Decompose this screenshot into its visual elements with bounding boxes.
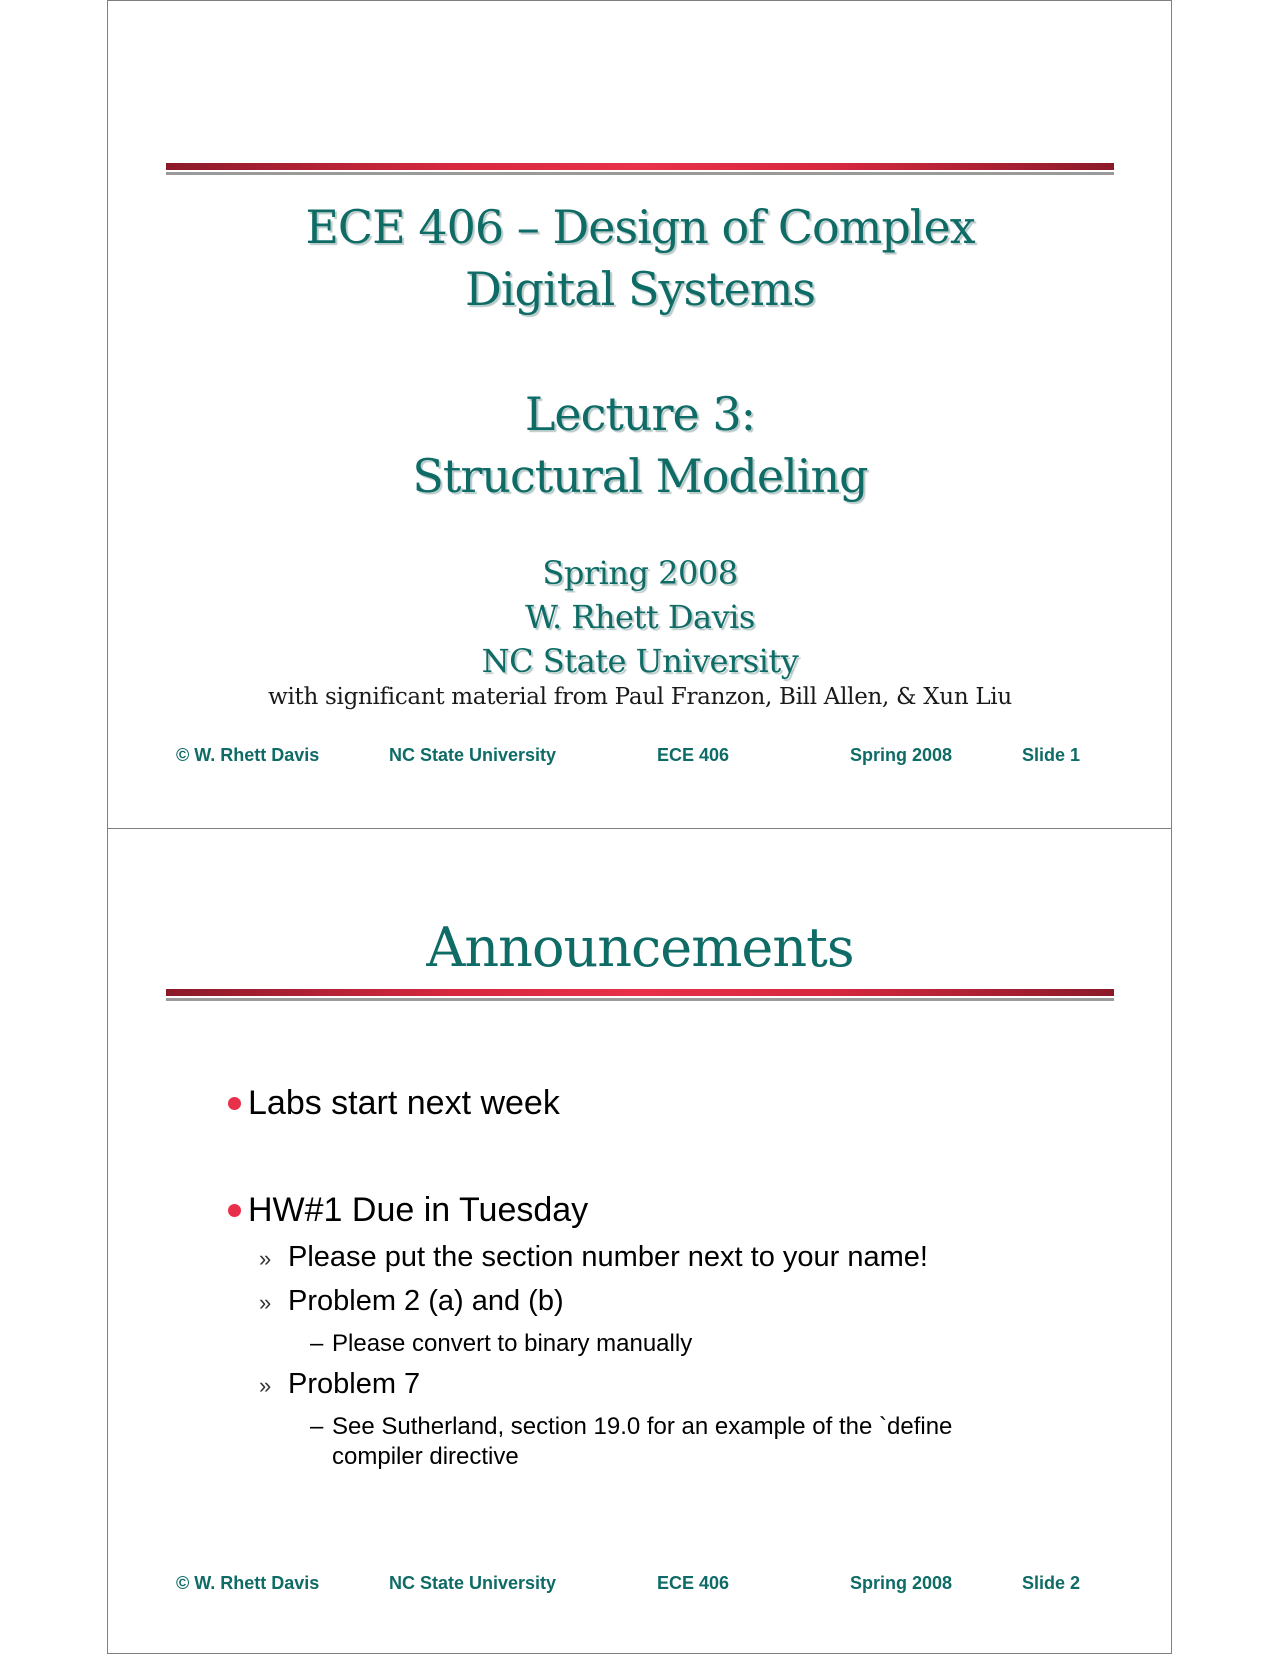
slide-1 (108, 1, 1172, 828)
slide-2 (108, 828, 1172, 1656)
footer-course: ECE 406 (657, 1573, 730, 1593)
footer-school: NC State University (389, 745, 557, 765)
page-frame (107, 0, 1172, 1654)
list-item (259, 1284, 564, 1318)
header-rule (166, 163, 1114, 175)
footer-course: ECE 406 (657, 745, 730, 765)
bullet-text: HW#1 Due in Tuesday (248, 1191, 589, 1229)
chevron-marker-icon: » (259, 1373, 272, 1398)
slide-footer (108, 1573, 1172, 1597)
bullet-text: Labs start next week (248, 1084, 560, 1122)
bullet-text: Please put the section number next to your name! (288, 1241, 928, 1273)
list-item (248, 1083, 560, 1123)
course-info (108, 551, 1172, 683)
bullet-dot-icon (228, 1204, 241, 1217)
bullet-text: compiler directive (332, 1443, 519, 1470)
list-item (259, 1367, 421, 1401)
term-label: Spring 2008 (542, 554, 738, 592)
list-item (259, 1240, 928, 1274)
chevron-marker-icon: » (259, 1290, 272, 1315)
chevron-marker-icon: » (259, 1246, 272, 1271)
list-item-continuation (332, 1442, 519, 1472)
lecture-topic: Structural Modeling (412, 449, 868, 503)
course-title-line2: Digital Systems (464, 262, 816, 316)
dash-marker-icon: – (310, 1330, 324, 1357)
slide-title: Announcements (426, 916, 854, 979)
footer-slide-number: Slide 2 (1022, 1573, 1081, 1593)
footer-term: Spring 2008 (850, 745, 953, 765)
bullet-text: Please convert to binary manually (332, 1330, 693, 1357)
list-item (310, 1412, 953, 1442)
lecture-title (108, 383, 1172, 507)
lecture-number: Lecture 3: (524, 387, 756, 441)
credit-line: with significant material from Paul Franzon, Bill Allen, & Xun Liu (268, 684, 1012, 710)
footer-term: Spring 2008 (850, 1573, 953, 1593)
bullet-text: See Sutherland, section 19.0 for an example of the `define (332, 1413, 953, 1440)
university-name: NC State University (481, 642, 799, 680)
footer-school: NC State University (389, 1573, 557, 1593)
bullet-dot-icon (228, 1097, 241, 1110)
course-title-line1: ECE 406 – Design of Complex (305, 200, 975, 254)
header-rule (166, 989, 1114, 1001)
course-title (108, 196, 1172, 320)
bullet-text: Problem 7 (288, 1368, 421, 1400)
dash-marker-icon: – (310, 1413, 324, 1440)
list-item (310, 1329, 693, 1359)
footer-copyright: © W. Rhett Davis (176, 1573, 320, 1593)
footer-slide-number: Slide 1 (1022, 745, 1081, 765)
footer-copyright: © W. Rhett Davis (176, 745, 320, 765)
slide-footer (108, 745, 1172, 769)
bullet-text: Problem 2 (a) and (b) (288, 1285, 564, 1317)
list-item (248, 1190, 588, 1230)
instructor-name: W. Rhett Davis (525, 598, 755, 636)
